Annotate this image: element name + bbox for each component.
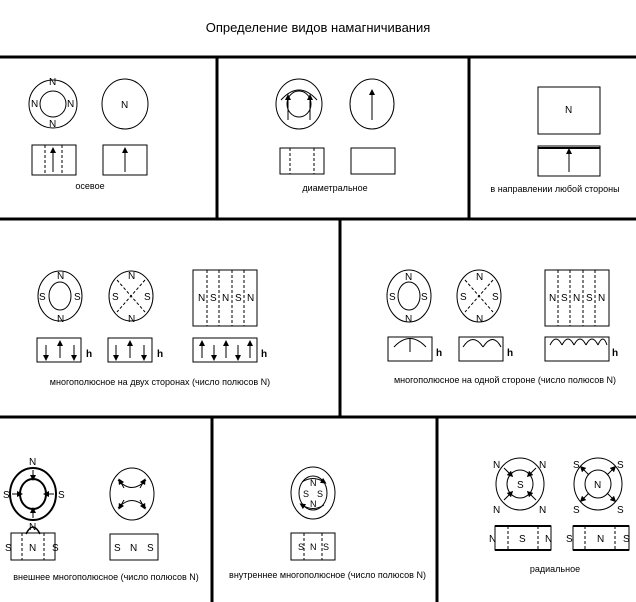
pole-label: S [147,543,154,554]
pole-label: N [31,99,39,110]
pole-label: S [519,534,526,545]
axial-caption: осевое [75,181,105,191]
pole-label: S [74,292,81,303]
axial-scheme [29,79,148,175]
any-side-scheme [538,87,600,176]
pole-label: S [52,543,59,554]
pole-label: S [573,505,580,516]
pole-label: S [298,542,305,552]
multi-two-sides-scheme [37,270,257,362]
pole-label: N [49,77,57,88]
pole-label: N [128,314,136,325]
pole-label: N [29,543,37,554]
height-label: h [261,349,268,360]
diametral-caption: диаметральное [302,183,368,193]
diametral-scheme [276,79,395,174]
pole-label: S [617,460,624,471]
page-title: Определение видов намагничивания [205,20,431,35]
pole-label: N [198,293,206,304]
pole-label: S [492,292,499,303]
pole-label: N [310,542,317,552]
panel-grid [0,57,636,602]
pole-label: S [235,293,242,304]
height-label: h [612,348,619,359]
height-label: h [157,349,164,360]
pole-label: S [3,490,10,501]
pole-label: N [493,505,501,516]
pole-label: S [114,543,121,554]
any-side-caption: в направлении любой стороны [490,184,620,194]
pole-label: N [247,293,255,304]
multi-one-side-scheme [387,270,609,361]
height-label: h [507,348,514,359]
pole-label: N [476,314,484,325]
pole-label: S [303,489,310,499]
pole-label: N [130,543,138,554]
pole-label: S [573,460,580,471]
pole-label: S [323,542,330,552]
pole-label: N [545,534,553,545]
pole-label: N [597,534,605,545]
internal-multi-caption: внутреннее многополюсное (число полюсов N) [229,570,426,580]
radial-caption: радиальное [529,564,581,574]
pole-label: S [460,292,467,303]
pole-label: N [57,314,65,325]
pole-label: N [29,522,37,533]
pole-label: N [565,105,573,116]
pole-label: N [222,293,230,304]
pole-label: S [58,490,65,501]
pole-label: N [573,293,581,304]
pole-label: S [389,292,396,303]
pole-label: S [517,480,524,491]
pole-label: N [128,271,136,282]
pole-label: S [586,293,593,304]
pole-label: N [310,478,317,488]
pole-label: S [210,293,217,304]
pole-label: N [29,457,37,468]
pole-label: S [566,534,573,545]
pole-label: N [57,271,65,282]
pole-label: N [121,100,129,111]
pole-label: S [561,293,568,304]
pole-label: N [598,293,606,304]
external-multi-caption: внешнее многополюсное (число полюсов N) [13,572,199,582]
pole-label: N [310,499,317,509]
pole-label: N [493,460,501,471]
pole-label: S [112,292,119,303]
pole-label: S [421,292,428,303]
pole-label: N [539,505,547,516]
radial-scheme [495,458,629,550]
pole-label: N [405,272,413,283]
pole-label: N [405,314,413,325]
pole-label: N [476,272,484,283]
pole-label: S [623,534,630,545]
pole-label: S [39,292,46,303]
pole-label: N [49,119,57,130]
pole-label: S [317,489,324,499]
pole-label: S [617,505,624,516]
pole-label: N [594,480,602,491]
pole-label: N [489,534,497,545]
pole-label: S [144,292,151,303]
multi-two-sides-caption: многополюсное на двух сторонах (число полюсов N) [49,377,271,387]
pole-label: N [549,293,557,304]
pole-label: N [67,99,75,110]
pole-label: S [5,543,12,554]
multi-one-side-caption: многополюсное на одной стороне (число полюсов N) [393,375,617,385]
height-label: h [86,349,93,360]
pole-label: N [539,460,547,471]
height-label: h [436,348,443,359]
